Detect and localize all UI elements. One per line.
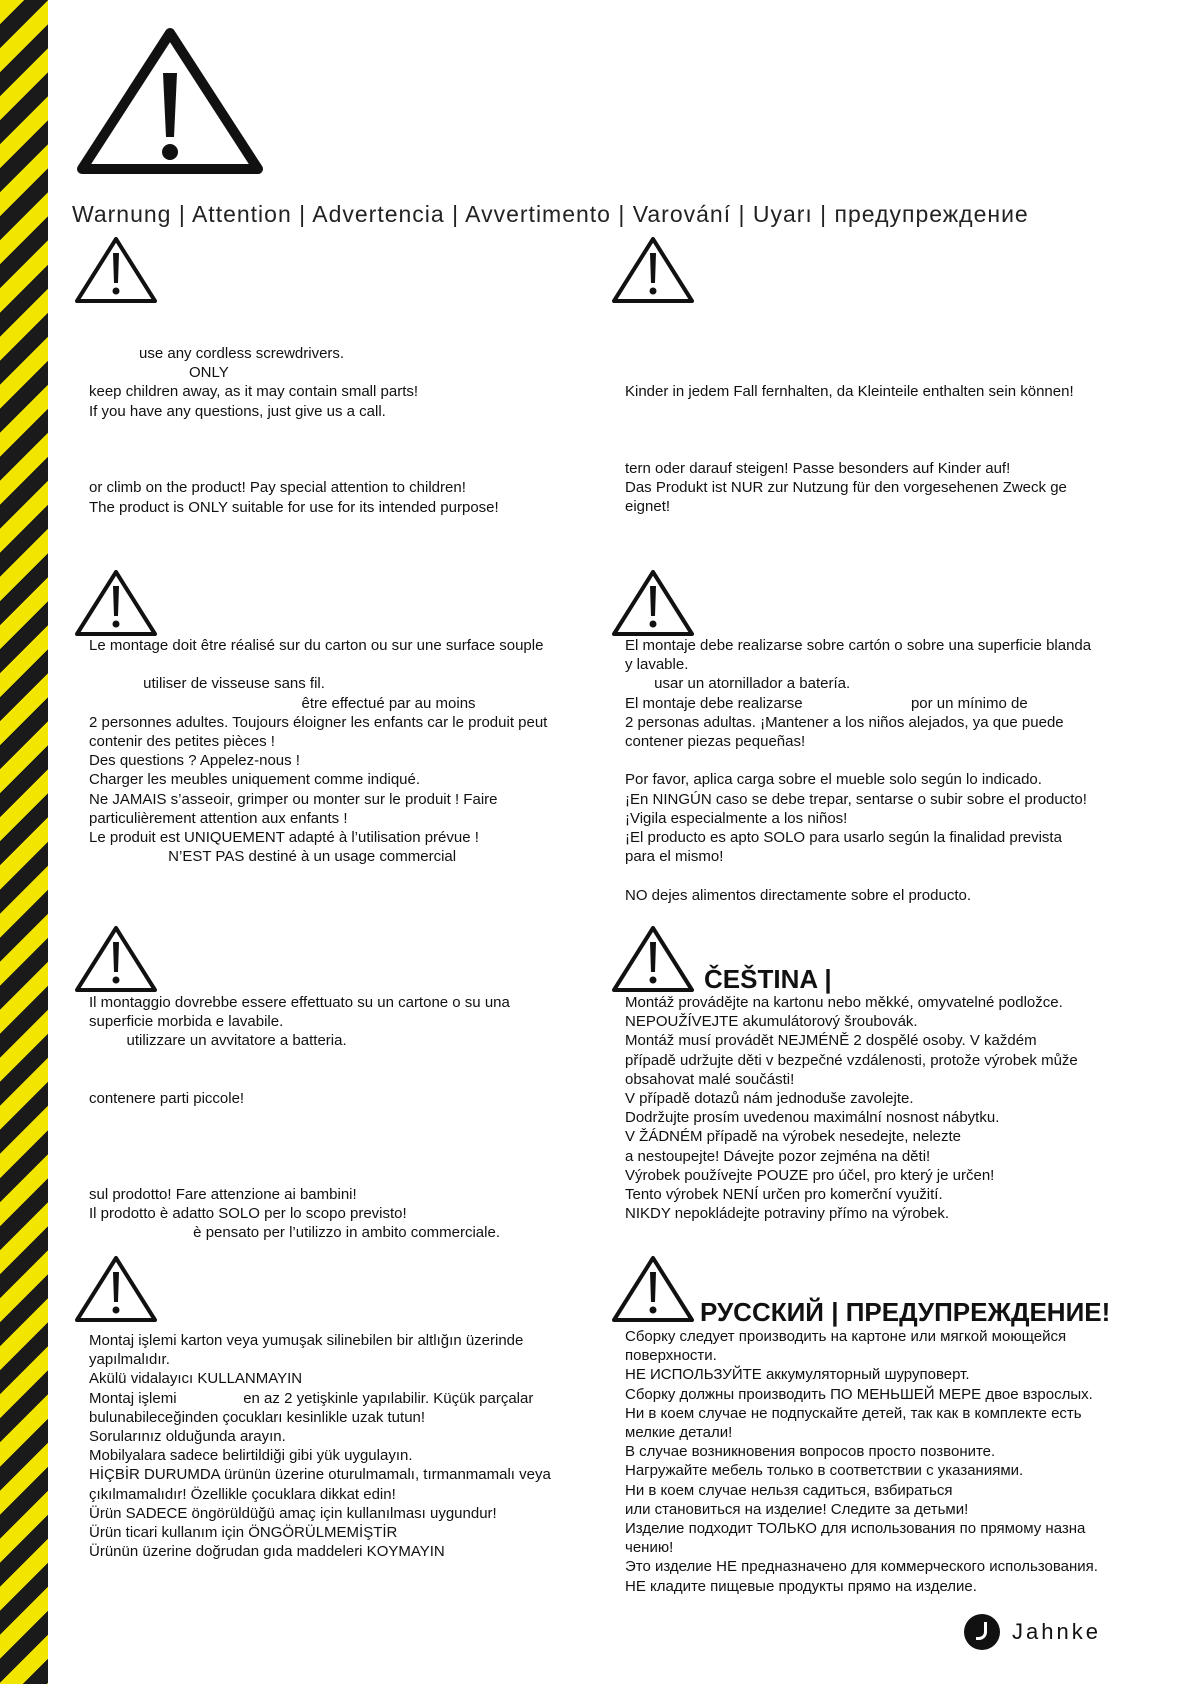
warning-triangle-icon	[73, 235, 159, 305]
czech-warning-text: Montáž provádějte na kartonu nebo měkké, omyvatelné podložce. NEPOUŽÍVEJTE akumulátorový šroubovák. Montáž musí provádět NEJMÉNĚ 2 dospělé osoby. V každém případě udržujte děti v bezpečné vzdálenosti, protože výrobek může obsahovat malé součásti! V případě dotazů nám jednoduše zavolejte. Dodržujte prosím uvedenou maximální nosnost nábytku. V ŽÁDNÉM případě na výrobek nesedejte, nelezte a nestoupejte! Dávejte pozor zejména na děti! Výrobek používejte POUZE pro účel, pro který je určen! Tento výrobek NENÍ určen pro komerční využití. NIKDY nepokládejte potraviny přímo na výrobek.	[625, 994, 1078, 1223]
warning-triangle-icon	[73, 1254, 159, 1324]
warning-triangle-icon	[610, 924, 696, 994]
warning-triangle-icon	[610, 235, 696, 305]
warning-triangle-icon	[610, 568, 696, 638]
warning-triangle-icon	[73, 924, 159, 994]
french-warning-text: Le montage doit être réalisé sur du carton ou sur une surface souple utiliser de visseuse sans fil. être effectué par au moins 2 personnes adultes. Toujours éloigner les enfants car le produit peut contenir des petites pièces ! Des questions ? Appelez-nous ! Charger les meubles uniquement comme indiqué. Ne JAMAIS s’asseoir, grimper ou monter sur le produit ! Faire particulièrement attention aux enfants ! Le produit est UNIQUEMENT adapté à l’utilisation prévue ! N’EST PAS destiné à un usage commercial	[89, 637, 548, 866]
turkish-warning-text: Montaj işlemi karton veya yumuşak silinebilen bir altlığın üzerinde yapılmalıdır. Akülü vidalayıcı KULLANMAYIN Montaj işlemi en az 2 yetişkinle yapılabilir. Küçük parçalar bulunabileceğinden çocukları kesinlikle uzak tutun! Sorularınız olduğunda arayın. Mobilyalara sadece belirtildiği gibi yük uygulayın. HİÇBİR DURUMDA ürünün üzerine oturulmamalı, tırmanmamalı veya çıkılmamalıdır! Özellikle çocuklara dikkat edin! Ürün SADECE öngörüldüğü amaç için kullanılması uygundur! Ürün ticari kullanım için ÖNGÖRÜLMEMİŞTİR Ürünün üzerine doğrudan gıda maddeleri KOYMAYIN	[89, 1332, 551, 1561]
jahnke-logo-icon	[964, 1614, 1000, 1650]
warning-triangle-icon	[75, 25, 265, 175]
spanish-warning-text: El montaje debe realizarse sobre cartón o sobre una superficie blanda y lavable. usar un atornillador a batería. El montaje debe realizarse por un mínimo de 2 personas adultas. ¡Mantener a los niños alejados, ya que puede contener piezas pequeñas! Por favor, aplica carga sobre el mueble solo según lo indicado. ¡En NINGÚN caso se debe trepar, sentarse o subir sobre el producto! ¡Vigila especialmente a los niños! ¡El producto es apto SOLO para usarlo según la finalidad prevista para el mismo! NO dejes alimentos directamente sobre el producto.	[625, 637, 1092, 904]
warning-triangle-icon	[73, 568, 159, 638]
english-warning-text: use any cordless screwdrivers. ONLY keep children away, as it may contain small parts! If you have any questions, just give us a call. or climb on the product! Pay special attention to children! The product is ONLY suitable for use for its intended purpose!	[89, 345, 499, 516]
hazard-stripe	[0, 0, 48, 1684]
russian-section-title: РУССКИЙ | ПРЕДУПРЕЖДЕНИЕ!	[700, 1297, 1111, 1327]
italian-warning-text: Il montaggio dovrebbe essere effettuato su un cartone o su una superficie morbida e lavabile. utilizzare un avvitatore a batteria. contenere parti piccole! sul prodotto! Fare attenzione ai bambini! Il prodotto è adatto SOLO per lo scopo previsto! è pensato per l’utilizzo in ambito commerciale.	[89, 994, 510, 1242]
russian-warning-text: Сборку следует производить на картоне или мягкой моющейся поверхности. НЕ ИСПОЛЬЗУЙТЕ аккумуляторный шуруповерт. Сборку должны производить ПО МЕНЬШЕЙ МЕРЕ двое взрослых. Ни в коем случае не подпускайте детей, так как в комплекте есть мелкие детали! В случае возникновения вопросов просто позвоните. Нагружайте мебель только в соответствии с указаниями. Ни в коем случае нельзя садиться, взбираться или становиться на изделие! Следите за детьми! Изделие подходит ТОЛЬКО для использования по прямому назна чению! Это изделие НЕ предназначено для коммерческого использования. НЕ кладите пищевые продукты прямо на изделие.	[625, 1328, 1098, 1595]
page-headline: Warnung | Attention | Advertencia | Avvertimento | Varování | Uyarı | предупреждение	[72, 201, 1029, 227]
czech-section-title: ČEŠTINA |	[704, 964, 832, 994]
german-warning-text: Kinder in jedem Fall fernhalten, da Kleinteile enthalten sein können! tern oder darauf steigen! Passe besonders auf Kinder auf! Das Produkt ist NUR zur Nutzung für den vorgesehenen Zweck ge eignet!	[625, 383, 1074, 516]
brand-logo	[964, 1612, 1124, 1652]
brand-name: Jahnke	[1012, 1619, 1101, 1644]
warning-triangle-icon	[610, 1254, 696, 1324]
